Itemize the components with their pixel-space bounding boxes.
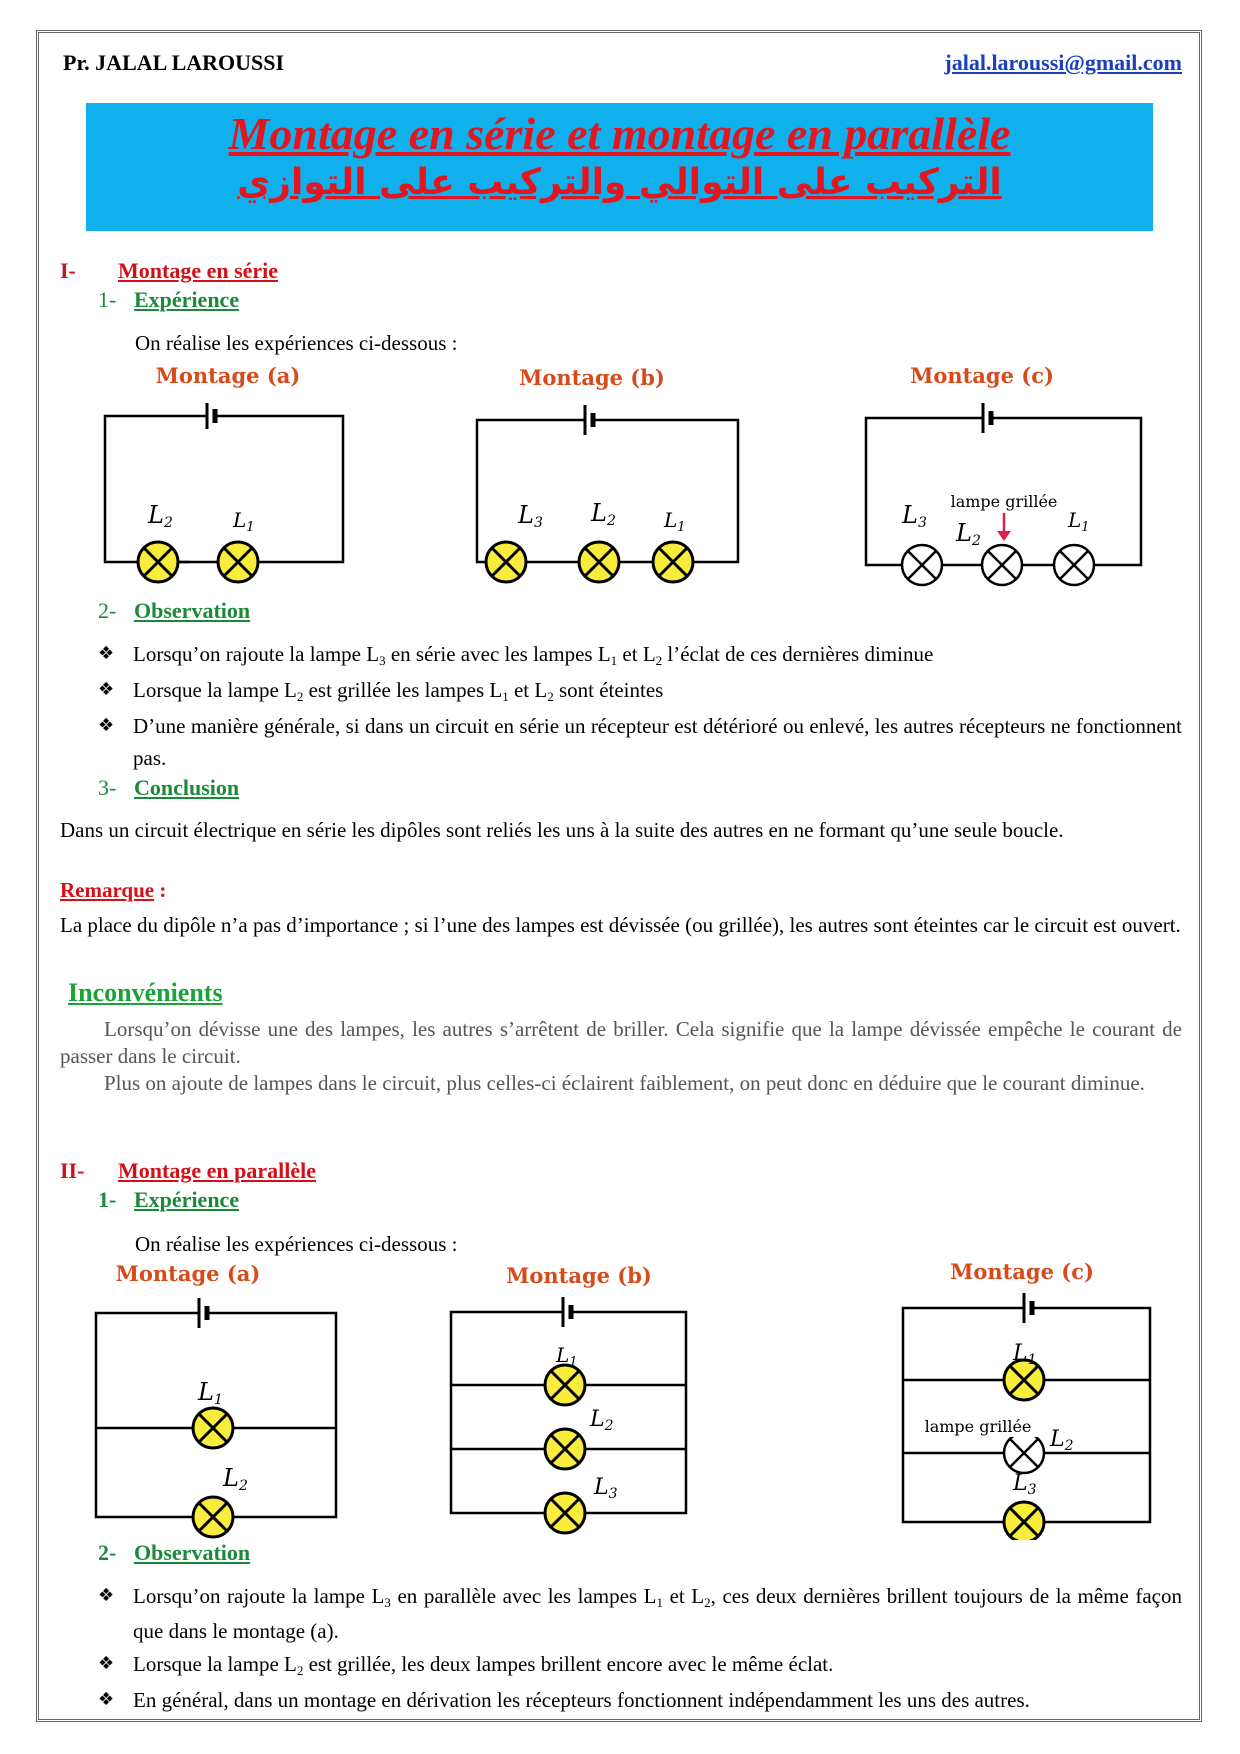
series-montage-b-label: Montage (b) [519,365,665,390]
svg-text:L3: L3 [518,501,543,531]
inconvenients-heading: Inconvénients [68,978,223,1007]
series-observation-2: ❖ Lorsque la lampe L2 est grillée les lampes L1 et L2 sont éteintes [98,678,664,704]
series-a-lamp-l2 [138,542,178,582]
svg-text:L3: L3 [1013,1471,1037,1498]
series-b-lamp-l3 [486,542,526,582]
section-2-experience-heading: 1- Expérience [98,1187,240,1212]
section-1-heading: I- Montage en série [60,258,279,283]
author-name: Pr. JALAL LAROUSSI [63,50,285,75]
title-banner [86,103,1153,231]
parallel-c-burnt-label: lampe grillée [924,1417,1032,1436]
svg-text:L2: L2 [956,519,981,549]
parallel-a-lamp-l2 [193,1497,233,1537]
section-1-conclusion-heading: 3- Conclusion [98,775,240,800]
series-a-lamp-l1 [218,542,258,582]
section-1-observations [98,638,1182,774]
section-2-observations [98,1580,1182,1716]
svg-text:L1: $L_1$ [664,508,686,535]
parallel-b-lamp-l1 [545,1365,585,1405]
section-1-experience-heading: 1- Expérience [98,287,240,312]
svg-text:L2: L2 [591,499,616,529]
series-circuits-figure [0,355,1240,595]
title-arabic: التركيب على التوالي والتركيب على التوازي [237,162,1002,203]
title-french: Montage en série et montage en parallèle [228,108,1011,159]
svg-text:L1: L1 [198,1378,223,1408]
series-c-lamp-l3 [902,545,942,585]
svg-text:L1: $L_1$ [233,508,255,535]
parallel-montage-b-label: Montage (b) [506,1263,652,1288]
series-c-lamp-l1 [1054,545,1094,585]
series-c-burnt-label: lampe grillée [950,492,1058,511]
parallel-montage-c-label: Montage (c) [950,1259,1094,1284]
series-montage-a-label: Montage (a) [155,363,301,388]
parallel-c-lamp-l2-burnt [1004,1433,1044,1473]
inconvenients-paragraph-1: Lorsqu’on dévisse une des lampes, les autres s’arrêtent de briller. Cela signifie que la lampe dévissée empêche le courant de passer dans le circuit. [60,1017,1182,1068]
section-2-heading: II- Montage en parallèle [60,1158,316,1183]
parallel-circuits-figure [0,1250,1240,1540]
author-email-link[interactable]: jalal.laroussi@gmail.com [944,50,1182,75]
svg-text:L3: L3 [902,501,927,531]
svg-text:L1: $L_1$ [556,1343,578,1370]
parallel-observation-1: ❖ Lorsqu’on rajoute la lampe L3 en parallèle avec les lampes L1 et L2, ces deux dernières brillent toujours de la même façon que dans le montage (a). [98,1584,1183,1643]
parallel-observation-3: ❖ En général, dans un montage en dérivation les récepteurs fonctionnent indépendamment les uns des autres. [98,1688,1030,1712]
parallel-montage-a-label: Montage (a) [115,1261,261,1286]
svg-text:L2: L2 [223,1464,248,1494]
section-2-intro: On réalise les expériences ci-dessous : [135,1232,458,1256]
section-1-intro: On réalise les expériences ci-dessous : [135,331,458,355]
section-2-observation-heading: 2- Observation [98,1540,251,1565]
parallel-c-lamp-l3 [1004,1502,1044,1540]
series-conclusion-text: Dans un circuit électrique en série les dipôles sont reliés les uns à la suite des autres en ne formant qu’une seule boucle. [60,818,1064,842]
series-b-lamp-l1 [653,542,693,582]
series-observation-3: ❖ D’une manière générale, si dans un circuit en série un récepteur est détérioré ou enlevé, les autres récepteurs ne fonctionnent pas. [98,714,1182,770]
series-montage-c-label: Montage (c) [910,363,1054,388]
svg-text:L1: L1 [1013,1341,1037,1368]
series-c-lamp-l2-burnt [982,545,1022,585]
svg-text:L2: L2 [1050,1427,1074,1454]
remark-text: La place du dipôle n’a pas d’importance ; si l’une des lampes est dévissée (ou grillée), les autres sont éteintes car le circuit est ouvert. [60,913,1181,937]
svg-text:L2: L2 [148,501,173,531]
inconvenients-paragraph-2: Plus on ajoute de lampes dans le circuit, plus celles-ci éclairent faiblement, on peut donc en déduire que le courant diminue. [104,1071,1145,1095]
svg-text:L2: L2 [590,1407,614,1434]
svg-text:L3: L3 [594,1475,618,1502]
section-1-observation-heading: 2- Observation [98,598,251,623]
parallel-c-lamp-l1 [1004,1360,1044,1400]
svg-text:L1: $L_1$ [1068,508,1090,535]
remark-label: Remarque : [60,878,167,902]
series-observation-1: ❖ Lorsqu’on rajoute la lampe L3 en série avec les lampes L1 et L2 l’éclat de ces dernières diminue [98,642,934,668]
parallel-a-lamp-l1 [193,1408,233,1448]
parallel-observation-2: ❖ Lorsque la lampe L2 est grillée, les deux lampes brillent encore avec le même éclat. [98,1652,834,1678]
parallel-b-lamp-l2 [545,1429,585,1469]
series-b-lamp-l2 [579,542,619,582]
parallel-b-lamp-l3 [545,1493,585,1533]
